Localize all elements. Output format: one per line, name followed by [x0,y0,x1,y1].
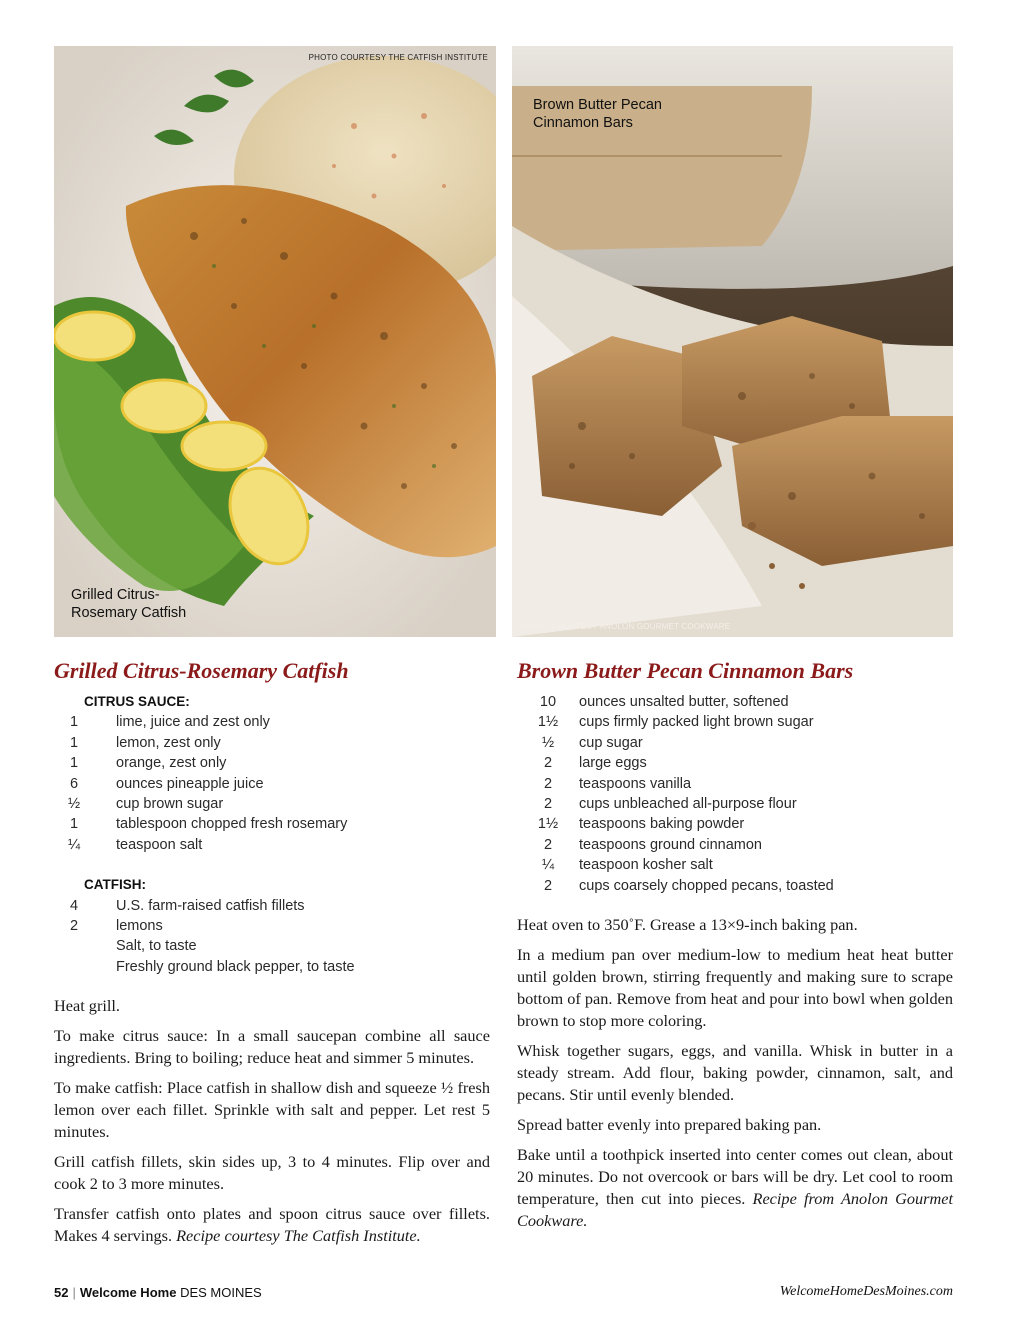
ingredient-row [517,794,953,814]
ingredient-item: cup sugar [579,734,643,751]
footer-separator: | [72,1285,76,1300]
ingredient-qty [54,936,94,956]
ingredient-row [54,957,490,977]
section-heading: CITRUS SAUCE: [84,694,190,709]
ingredient-item: teaspoon kosher salt [579,857,713,874]
method-step: Whisk together sugars, eggs, and vanilla. Whisk in butter in a steady stream. Add flour, baking powder, cinnamon, salt, and pecans. Stir until evenly blended. [517,1041,953,1105]
ingredient-row [517,692,953,712]
ingredient-qty: 4 [69,897,79,914]
ingredient-qty: 2 [543,796,553,813]
ingredient-row [517,733,953,753]
ingredient-qty: 1 [69,734,79,751]
catfish-illustration [54,46,496,637]
ingredient-row [54,916,490,936]
ingredient-item: ounces unsalted butter, softened [579,694,789,710]
ingredient-qty: 1 [69,816,79,833]
ingredient-item: cups firmly packed light brown sugar [579,714,814,731]
ingredient-qty: 2 [543,877,553,894]
ingredient-qty: 2 [69,918,79,935]
ingredient-item: Freshly ground black pepper, to taste [116,958,355,975]
ingredient-item: teaspoons vanilla [579,775,692,792]
recipe-method [54,995,490,1247]
recipe-credit: Recipe from Anolon Gourmet Cookware. [517,1189,953,1231]
method-step: Spread batter evenly into prepared baking pan. [517,1115,822,1135]
ingredient-item: large eggs [579,755,647,772]
ingredient-item: cups unbleached all-purpose flour [579,796,797,813]
photo-caption: Grilled Citrus-Rosemary Catfish [71,587,187,621]
ingredient-row [517,712,953,732]
cinnamon-bars-photo [512,46,953,637]
photo-credit: PHOTO COURTESY THE CATFISH INSTITUTE [308,53,488,62]
ingredient-qty: 1½ [537,816,559,833]
ingredient-row [517,835,953,855]
ingredient-qty: 2 [543,775,553,792]
ingredient-qty: 10 [539,694,557,710]
ingredient-row [517,814,953,834]
recipe-method [517,914,953,1232]
ingredient-item: cup brown sugar [116,796,224,813]
ingredient-row [54,835,490,855]
ingredient-item: cups coarsely chopped pecans, toasted [579,877,834,894]
ingredient-item: ounces pineapple juice [116,775,264,792]
method-step: Grill catfish fillets, skin sides up, 3 to 4 minutes. Flip over and cook 2 to 3 more minutes. [54,1152,490,1194]
cinnamon-bars-illustration [512,46,953,637]
method-step: In a medium pan over medium-low to medium heat heat butter until golden brown, stirring frequently and making sure to scrape bottom of pan. Remove from heat and pour into bowl when golden brown to stop more coloring. [517,945,953,1031]
recipe-credit: Recipe courtesy The Catfish Institute. [176,1226,421,1246]
method-step: To make citrus sauce: In a small saucepan combine all sauce ingredients. Bring to boiling; reduce heat and simmer 5 minutes. [54,1026,490,1068]
ingredient-item: U.S. farm-raised catfish fillets [116,897,305,914]
method-step: Heat oven to 350˚F. Grease a 13×9-inch baking pan. [517,915,858,935]
method-step-text: Bake until a toothpick inserted into center comes out clean, about 20 minutes. Do not overcook or bars will be dry. Let cool to room temperature, then cut into pieces. [517,1145,953,1209]
ingredient-list [517,692,953,896]
page-footer [54,1285,262,1300]
photo-credit: PHOTO COURTESY ANOLON GOURMET COOKWARE [520,622,731,631]
ingredient-row [54,814,490,834]
ingredient-qty: 2 [543,836,553,853]
method-step: To make catfish: Place catfish in shallow dish and squeeze ½ fresh lemon over each fillet. Sprinkle with salt and pepper. Let rest 5 minutes. [54,1078,490,1142]
ingredient-qty: ¼ [67,836,81,853]
catfish-photo [54,46,496,637]
ingredient-row [517,753,953,773]
ingredient-item: teaspoons ground cinnamon [579,836,762,853]
ingredient-row [54,774,490,794]
ingredient-item: lime, juice and zest only [116,714,270,731]
magazine-city: DES MOINES [180,1285,262,1300]
ingredient-list [54,692,490,977]
website-link[interactable]: WelcomeHomeDesMoines.com [779,1284,953,1299]
ingredient-qty: 2 [543,755,553,772]
ingredient-row [517,855,953,875]
ingredient-row [517,774,953,794]
ingredient-qty: ½ [67,796,81,813]
method-step: Heat grill. [54,996,121,1016]
photo-caption: Brown Butter Pecan Cinnamon Bars [533,97,662,131]
ingredient-row [54,896,490,916]
ingredient-item: tablespoon chopped fresh rosemary [116,816,348,833]
ingredient-qty: 1 [69,755,79,772]
ingredient-item: lemons [116,918,163,935]
recipe-title: Grilled Citrus-Rosemary Catfish [54,658,349,683]
cinnamon-bars-recipe [517,656,953,1240]
ingredient-qty: ¼ [541,857,555,874]
ingredient-item: teaspoon salt [116,836,203,853]
ingredient-qty: 1½ [537,714,559,731]
ingredient-qty [54,957,94,977]
ingredient-row [54,753,490,773]
section-heading: CATFISH: [84,877,146,893]
page-number: 52 [54,1285,69,1300]
ingredient-row [54,936,490,956]
method-step-text: Transfer catfish onto plates and spoon citrus sauce over fillets. Makes 4 servings. [54,1204,490,1246]
recipe-title: Brown Butter Pecan Cinnamon Bars [517,658,854,683]
method-step [517,1144,953,1232]
magazine-brand: Welcome Home [79,1285,177,1300]
ingredient-item: lemon, zest only [116,734,221,751]
method-step [54,1203,490,1247]
catfish-recipe [54,656,490,1255]
ingredient-qty: 6 [69,775,79,792]
ingredient-item: teaspoons baking powder [579,816,745,833]
ingredient-row [517,876,953,896]
ingredient-qty: ½ [541,734,555,751]
ingredient-row [54,733,490,753]
ingredient-row [54,712,490,732]
ingredient-item: Salt, to taste [116,938,197,955]
ingredient-row [54,794,490,814]
ingredient-item: orange, zest only [116,755,227,772]
ingredient-qty: 1 [69,714,79,731]
